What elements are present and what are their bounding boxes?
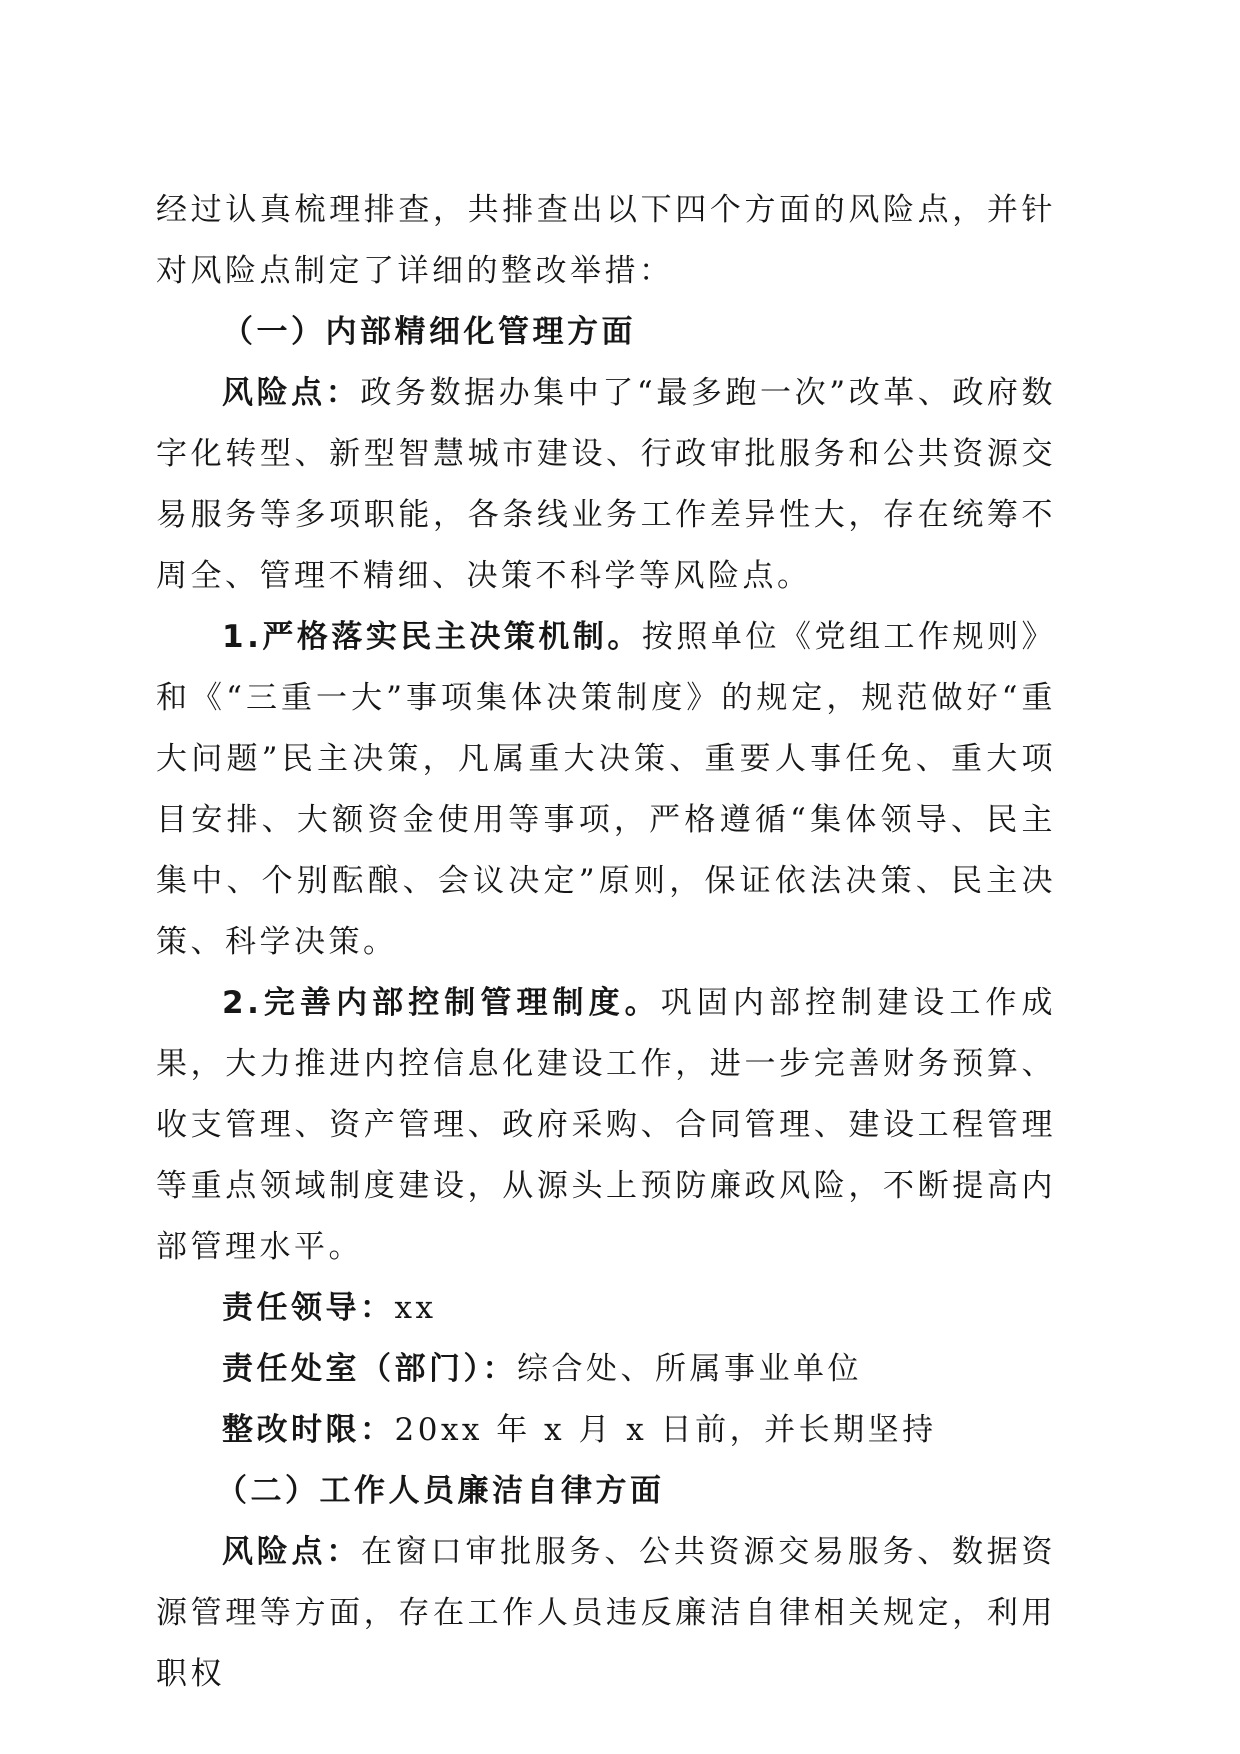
risk-text: 政务数据办集中了“最多跑一次”改革、政府数字化转型、新型智慧城市建设、行政审批服务和公共资源交易服务等多项职能，各条线业务工作差异性大，存在统筹不周全、管理不精细、决策不科学等风险点。 xyxy=(156,375,1057,594)
responsible-leader-label: 责任领导： xyxy=(222,1290,395,1326)
section-2-risk-paragraph xyxy=(156,1522,1056,1705)
risk-text-2: 在窗口审批服务、公共资源交易服务、数据资源管理等方面，存在工作人员违反廉洁自律相关规定，利用职权 xyxy=(156,1534,1057,1692)
responsible-dept-line xyxy=(156,1339,1056,1400)
measure-1-label: 1.严格落实民主决策机制。 xyxy=(222,619,642,655)
section-2-heading: （二）工作人员廉洁自律方面 xyxy=(216,1473,665,1509)
section-1-risk-paragraph xyxy=(156,363,1056,607)
measure-1-paragraph xyxy=(156,607,1056,973)
responsible-leader-line xyxy=(156,1278,1056,1339)
measure-2-text: 巩固内部控制建设工作成果，大力推进内控信息化建设工作，进一步完善财务预算、收支管理、资产管理、政府采购、合同管理、建设工程管理等重点领域制度建设，从源头上预防廉政风险，不断提高内部管理水平。 xyxy=(156,985,1056,1265)
deadline-line xyxy=(156,1400,1056,1461)
responsible-leader-value: xx xyxy=(394,1290,437,1326)
measure-2-label: 2.完善内部控制管理制度。 xyxy=(222,985,661,1021)
responsible-dept-value: 综合处、所属事业单位 xyxy=(517,1351,862,1387)
deadline-value: 20xx 年 x 月 x 日前，并长期坚持 xyxy=(394,1412,937,1448)
risk-label: 风险点： xyxy=(222,375,361,411)
intro-paragraph: 经过认真梳理排查，共排查出以下四个方面的风险点，并针对风险点制定了详细的整改举措： xyxy=(156,192,1056,289)
deadline-label: 整改时限： xyxy=(222,1412,395,1448)
document-body xyxy=(156,180,1056,1705)
responsible-dept-label: 责任处室（部门）： xyxy=(222,1351,517,1387)
risk-label-2: 风险点： xyxy=(222,1534,362,1570)
measure-2-paragraph xyxy=(156,973,1056,1278)
measure-1-text: 按照单位《党组工作规则》和《“三重一大”事项集体决策制度》的规定，规范做好“重大问题”民主决策，凡属重大决策、重要人事任免、重大项目安排、大额资金使用等事项，严格遵循“集体领导、民主集中、个别酝酿、会议决定”原则，保证依法决策、民主决策、科学决策。 xyxy=(156,619,1056,960)
section-1-heading: （一）内部精细化管理方面 xyxy=(222,314,636,350)
